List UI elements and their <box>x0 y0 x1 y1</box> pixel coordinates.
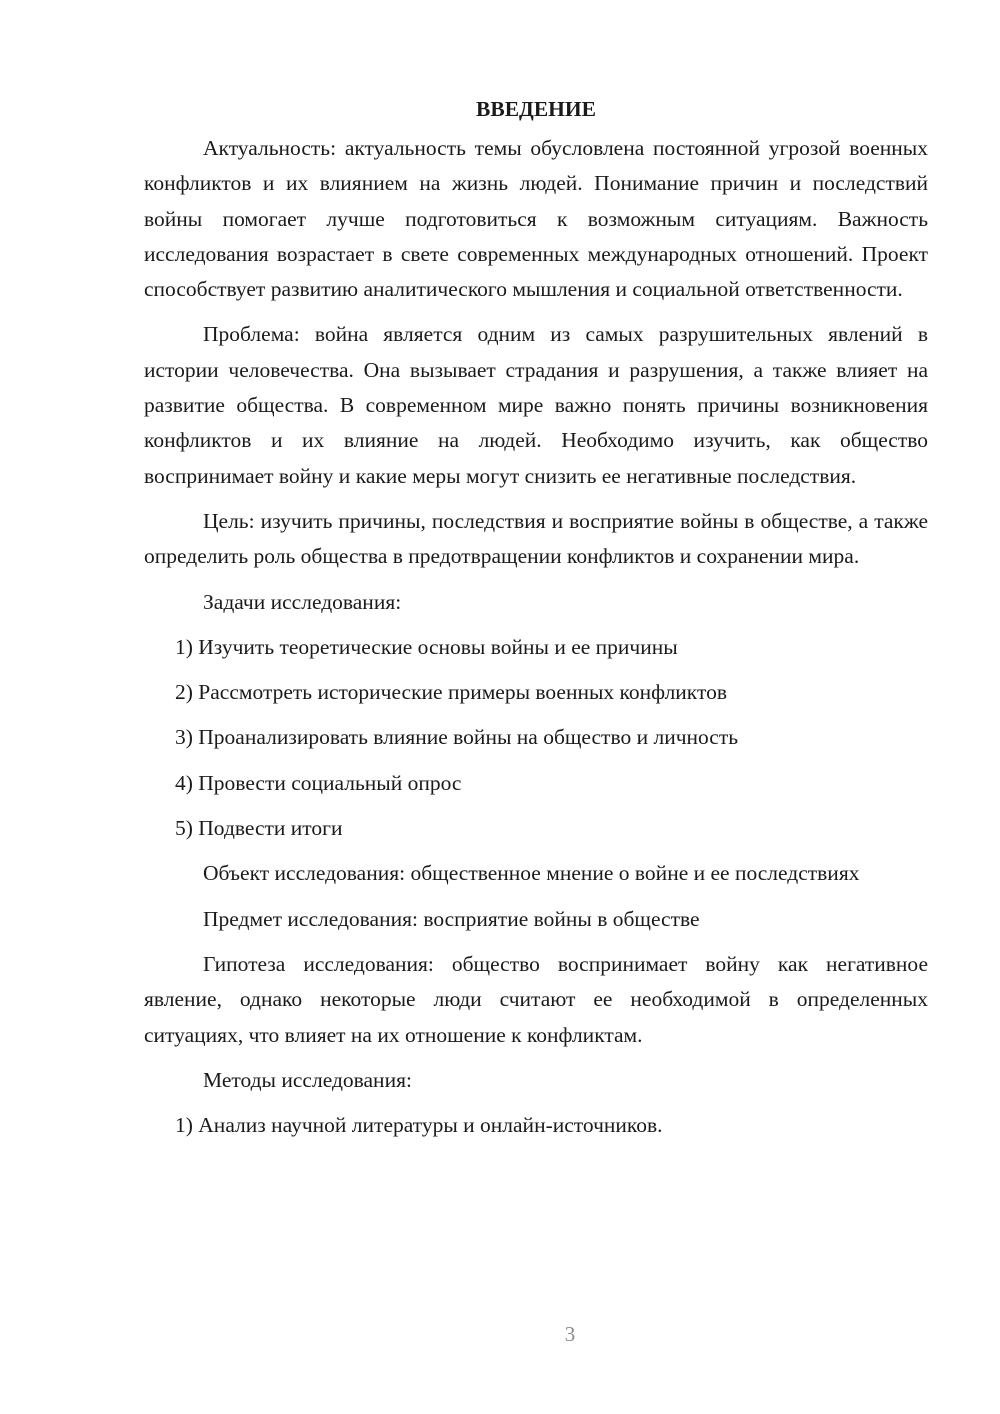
section-title: ВВЕДЕНИЕ <box>476 97 596 121</box>
relevance-paragraph: Актуальность: актуальность темы обусловлена постоянной угрозой военных конфликтов и их влиянием на жизнь людей. Понимание причин и последствий войны помогает лучше подготовиться к возможным ситуациям. Важность исследования возрастает в свете современных международных отношений. Проект способствует развитию аналитического мышления и социальной ответственности. <box>144 136 928 302</box>
object-paragraph: Объект исследования: общественное мнение о войне и ее последствиях <box>203 861 860 886</box>
methods-list <box>144 1108 928 1143</box>
list-item: 4) Провести социальный опрос <box>175 770 462 795</box>
hypothesis-paragraph: Гипотеза исследования: общество воспринимает войну как негативное явление, однако некоторые люди считают ее необходимой в определенных ситуациях, что влияет на их отношение к конфликтам. <box>144 951 928 1047</box>
list-item: 2) Рассмотреть исторические примеры военных конфликтов <box>175 680 727 705</box>
list-item: 1) Изучить теоретические основы войны и ее причины <box>175 634 678 659</box>
tasks-label: Задачи исследования: <box>203 589 402 614</box>
methods-label: Методы исследования: <box>203 1067 412 1092</box>
list-item: 1) Анализ научной литературы и онлайн-источников. <box>175 1113 663 1138</box>
tasks-list <box>144 630 928 846</box>
page-number: 3 <box>564 1322 576 1346</box>
subject-paragraph: Предмет исследования: восприятие войны в обществе <box>203 906 700 931</box>
document-page <box>144 92 928 1153</box>
list-item: 5) Подвести итоги <box>175 816 343 841</box>
list-item: 3) Проанализировать влияние войны на общество и личность <box>175 725 739 750</box>
goal-paragraph: Цель: изучить причины, последствия и восприятие войны в обществе, а также определить роль общества в предотвращении конфликтов и сохранении мира. <box>144 508 928 569</box>
problem-paragraph: Проблема: война является одним из самых разрушительных явлений в истории человечества. Она вызывает страдания и разрушения, а также влияет на развитие общества. В современном мире важно понять причины возникновения конфликтов и их влияние на людей. Необходимо изучить, как общество воспринимает войну и какие меры могут снизить ее негативные последствия. <box>144 322 928 488</box>
